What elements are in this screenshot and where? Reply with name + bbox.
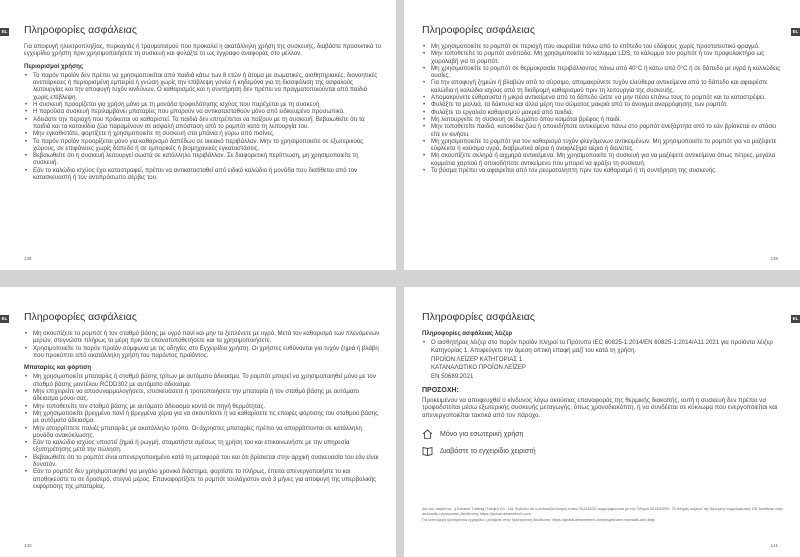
bullet-list (422, 339, 784, 354)
list-item: • Το παρόν προϊόν προορίζεται μόνο για καθαρισμό δαπέδων σε οικιακό περιβάλλον. Μην το χρησιμοποιείτε σε εξωτερικούς χώρους, σε επιφάνειες χωρίς δάπεδο ή σε εμπορικές ή βιομηχανικές εγκαταστάσεις. (24, 138, 381, 153)
page-title: Πληροφορίες ασφάλειας (422, 24, 535, 36)
list-item: • Μην τοποθετείτε παιδιά, κατοικίδια ζώα ή οποιοδήποτε αντικείμενο πάνω στο ρομπότ ανεξάρτητα από το εάν βρίσκεται εν στάσει είτε εν κινήσει. (422, 123, 784, 138)
list-item: • Μην τοποθετείτε τον σταθμό βάσης με αυτόματο άδειασμα κοντά σε πηγή θερμότητας. (24, 403, 381, 410)
list-item: • Εάν το ρομπότ δεν χρησιμοποιηθεί για μεγάλο χρονικό διάστημα, φορτίστε το πλήρως, έπειτα απενεργοποιήστε το και αποθηκεύστε το σε δροσερό, στεγνό μέρος. Επαναφορτίζετε το ρομπότ τουλάχιστον ανά 3 μήνες για αποφυγή της υπερβολικής εκφόρτισης της μπαταρίας. (24, 468, 381, 490)
laser-label: ΚΑΤΑΝΑΛΩΤΙΚΟ ΠΡΟΪΟΝ ΛΕΪΖΕΡ (431, 364, 526, 372)
page-141 (404, 287, 800, 557)
laser-label: ΠΡΟΪΟΝ ΛΕΪΖΕΡ ΚΑΤΗΓΟΡΙΑΣ 1 (431, 355, 523, 363)
intro-paragraph: Για αποφυγή ηλεκτροπληξίας, πυρκαγιάς ή τραυματισμού που προκαλεί η ακατάλληλη χρήση της συσκευής, διαβάστε προσεκτικά το εγχειρίδιο χρήστη πριν χρησιμοποιήσετε τη συσκευή και φυλάξτε το ως έγγραφο αναφοράς στο μέλλον. (24, 43, 381, 58)
page-content (422, 330, 784, 456)
list-item: • Βεβαιωθείτε ότι το ρομπότ είναι απενεργοποιημένο κατά τη μεταφορά του και ότι βρίσκεται στην αρχική συσκευασία του εάν είναι δυνατόν. (24, 454, 381, 469)
indoor-use-row (422, 429, 784, 439)
list-item: • Φυλάξτε το εργαλείο καθαρισμού μακριά από παιδιά. (422, 109, 784, 116)
read-manual-text: Διαβάστε το εγχειρίδιο χειριστή (440, 447, 536, 455)
page-number: 138 (24, 256, 32, 261)
list-item: • Η συσκευή προορίζεται για χρήση μόνο με τη μονάδα τροφοδότησης ισχύος που παρέχεται με τη συσκευή. (24, 101, 381, 108)
page-content (24, 43, 381, 181)
page-140 (0, 287, 396, 557)
list-item: • Μη χρησιμοποιείτε το ρομπότ για τον καθαρισμό τυχόν φλεγόμενων αντικειμένων. Μη χρησιμοποιείτε το ρομπότ για να μαζέψετε εύφλεκτα ή καύσιμα υγρά, διαβρωτικά αέρια ή αναφλέξιμα αέρια ή διαλύτες. (422, 138, 784, 153)
list-item: • Εάν το καλώδιο ισχύος έχει καταστραφεί, πρέπει να αντικατασταθεί από ειδικό καλώδιο ή μονάδα που διατίθεται από τον κατασκευαστή ή τον αντιπρόσωπο σέρβις του. (24, 167, 381, 182)
list-item: • Μη χρησιμοποιείτε βρεγμένο πανί ή βρεγμένα χέρια για να σκουπίσετε ή να καθαρίσετε τις επαφές φόρτισης του σταθμού βάσης με αυτόματο άδειασμα. (24, 410, 381, 425)
list-item: • Μη χρησιμοποιείτε το ρομπότ σε θερμοκρασία περιβάλλοντος πάνω από 40°C ή κάτω από 0°C ή σε δάπεδο με υγρά ή κολλώδεις ουσίες. (422, 65, 784, 80)
list-item: • Χρησιμοποιείτε το παρόν προϊόν σύμφωνα με τις οδηγίες στο Εγχειρίδιο χρήστη. Οι χρήστες ευθύνονται για τυχόν ζημιά ή βλάβη που προκύπτει από ακατάλληλη χρήση του παρόντος προϊόντος. (24, 345, 381, 360)
language-tab: EL (792, 316, 799, 321)
manual-link-text: Για λεπτομερή ηλεκτρονικό εγχειρίδιο, μεταβείτε στην ηλεκτρονική διεύθυνση: https://global.dreametech.com/pages/user-manuals-and-faqs (422, 518, 655, 522)
page-content (422, 43, 784, 174)
section-heading: Πληροφορίες ασφάλειας λέιζερ (422, 330, 513, 337)
language-tab: EL (1, 29, 8, 34)
page-number: 141 (770, 543, 778, 548)
bullet-list (24, 72, 381, 181)
page-title: Πληροφορίες ασφάλειας (24, 24, 137, 36)
list-item: • Μη χρησιμοποιείτε το ρομπότ σε περιοχή που αιωρείται πάνω από το επίπεδο του εδάφους χωρίς προστατευτικό φραγμό. (422, 43, 784, 50)
section-heading: Περιορισμοί χρήσης (24, 62, 84, 70)
list-item: • Ο αισθητήρας λέιζερ στο παρόν προϊόν πληροί το Πρότυπο IEC 60825-1:2014/EN 60825-1:2014/A11:2021 για προϊόντα λέιζερ Κατηγορίας 1. Αποφεύγετε την άμεση οπτική επαφή μαζί του κατά τη χρήση. (422, 339, 784, 354)
book-icon (422, 446, 433, 456)
list-item: • Μη σκουπίζετε το ρομπότ ή τον σταθμό βάσης με υγρό πανί και μην τα ξεπλένετε με υγρό. Μετά τον καθαρισμό των πλενόμενων μερών, στεγνώστε πλήρως τα μέρη πριν τα επανατοποθετήσετε και τα χρησιμοποιήσετε. (24, 330, 381, 345)
page-139 (404, 0, 800, 270)
laser-label: EN 50689:2021 (431, 372, 474, 380)
read-manual-row (422, 446, 784, 456)
laser-labels (422, 356, 784, 382)
page-number: 139 (770, 256, 778, 261)
house-icon (422, 429, 433, 439)
fine-print (422, 507, 784, 524)
list-item: • Το βύσμα πρέπει να αφαιρείται από τον ρευματοληπτη πριν τον καθαρισμό ή τη συντήρηση της συσκευής. (422, 167, 784, 174)
list-item: • Μην τοποθετείτε το ρομπότ ανάποδα. Μη χρησιμοποιείτε το κάλυμμα LDS, το κάλυμμα του ρομπότ ή τον προφυλακτήρα ως χειρολαβή για το ρομπότ. (422, 50, 784, 65)
page-title: Πληροφορίες ασφάλειας (422, 311, 535, 323)
page-138 (0, 0, 396, 270)
page-number: 140 (24, 543, 32, 548)
bullet-list (24, 373, 381, 490)
list-item: • Μη λειτουργείτε τη συσκευή σε δωμάτιο όπου κοιμάται βρέφος ή παιδί. (422, 116, 784, 123)
list-item: • Το παρόν προϊόν δεν πρέπει να χρησιμοποιείται από παιδιά κάτω των 8 ετών ή άτομα με σωματικές, αισθητηριακές, διανοητικές ανεπάρκειες ή περιορισμένη εμπειρία ή γνώση χωρίς την επίβλεψη γονέα ή κηδεμόνα για τη διασφάλιση της ασφαλούς λειτουργίας και την αποφυγή τυχόν κινδύνων. Ο καθαρισμός και η συντήρηση δεν πρέπει να πραγματοποιούνται από παιδιά χωρίς επίβλεψη. (24, 72, 381, 101)
language-tab: EL (1, 316, 8, 321)
bullet-list (422, 43, 784, 174)
list-item: • Μην απορρίπτετε παλιές μπαταρίες με ακατάλληλο τρόπο. Οι άχρηστες μπαταρίες πρέπει να απορρίπτονται σε κατάλληλη μονάδα ανακύκλωσης. (24, 425, 381, 440)
list-item: • Η παρούσα συσκευή περιλαμβάνει μπαταρίες που μπορούν να αντικατασταθούν μόνο από ειδικευμένο προσωπικό. (24, 108, 381, 115)
indoor-use-text: Μόνο για εσωτερική χρήση (440, 430, 524, 438)
list-item: • Για την αποφυγή ζημιών ή βλαβών από το σύρσιμο, απομακρύνετε τυχόν ελεύθερα αντικείμενα από το δάπεδο και αφαιρέστε καλώδια ή καλώδια ισχύος από τη διαδρομή καθαρισμού πριν τη λειτουργία της συσκευής. (422, 79, 784, 94)
list-item: • Μη σκουπίζετε σκληρά ή αιχμηρά αντικείμενα. Μη χρησιμοποιείτε τη συσκευή για να μαζέψετε αντικείμενα όπως πέτρες, μεγάλα κομμάτια χαρτιού ή οποιοδήποτε αντικείμενο που μπορεί να φράξει τη συσκευή. (422, 152, 784, 167)
list-item: • Μην εγκαθιστάτε, φορτίζετε ή χρησιμοποιείτε τη συσκευή στα μπάνια ή γύρω από πισίνες. (24, 130, 381, 137)
section-heading: Μπαταρίες και φόρτιση (24, 364, 92, 372)
list-item: • Απομακρύνετε εύθραυστα ή μικρά αντικείμενα από το δάπεδο ώστε να μην πέσει επάνω τους το ρομπότ και τα καταστρέψει. (422, 94, 784, 101)
page-content (24, 330, 381, 490)
list-item: • Εάν το καλώδιο ισχύος υποστεί ζημιά ή ρωγμή, σταματήστε αμέσως τη χρήση του και επικοινωνήστε με την υπηρεσία εξυπηρέτησης μετά την πώληση. (24, 439, 381, 454)
list-item: • Αδειάστε την περιοχή που πρόκειται να καθαριστεί. Τα παιδιά δεν επιτρέπεται να παίζουν με τη συσκευή. Βεβαιωθείτε ότι τα παιδιά και τα κατοικίδια ζώα παραμένουν σε ασφαλή απόσταση από το ρομπότ κατά τη λειτουργία του. (24, 116, 381, 131)
caution-text: Προκειμένου να αποφευχθεί ο κίνδυνος λόγω ακούσιας επαναφοράς της θερμικής διακοπής, αυτή η συσκευή δεν πρέπει να τροφοδοτείται μέσω εξωτερικής συσκευής μεταγωγής, όπως χρονοδιακόπτη, ή να συνδέεται σε κύκλωμα που ενεργοποιείται και απενεργοποιείται τακτικά από τον πάροχο. (422, 396, 778, 419)
list-item: • Βεβαιωθείτε ότι η συσκευή λειτουργεί σωστά σε κατάλληλο περιβάλλον. Σε διαφορετική περίπτωση, μη χρησιμοποιείτε τη συσκευή. (24, 152, 381, 167)
list-item: • Φυλάξτε τα μαλλιά, τα δάκτυλα και άλλα μέρη του σώματος μακριά από το άνοιγμα αναρρόφησης των ρομπότ. (422, 101, 784, 108)
caution-heading: ΠΡΟΣΟΧΗ: (422, 387, 459, 395)
list-item: • Μην επιχειρείτε να αποσυναρμολογήσετε, επισκευάσετε ή τροποποιήσετε την μπαταρία ή τον σταθμό βάσης με αυτόματο άδειασμα μόνοι σας. (24, 388, 381, 403)
language-tab: EL (792, 29, 799, 34)
declaration-text: Δια του παρόντος, η Dreame Trading (Tianjin) Co., Ltd. δηλώνει ότι ο ραδιοεξοπλισμός τύπου RLD43SD συμμορφώνεται με την Οδηγία 2014/53/ΕΕ. Το πλήρες κείμενο της δήλωσης συμμόρφωσης ΕΕ διατίθεται στην ακόλουθη ηλεκτρονική διεύθυνση: https://global.dreametech.com (422, 507, 784, 516)
bullet-list (24, 330, 381, 359)
list-item: • Μη χρησιμοποιείτε μπαταρίες ή σταθμό βάσης τρίτων με αυτόματο άδειασμα. Το ρομπότ μπορεί να χρησιμοποιηθεί μόνο με τον σταθμό βάσης μοντέλου RCDD302 με αυτόματο άδειασμα. (24, 373, 381, 388)
page-title: Πληροφορίες ασφάλειας (24, 311, 137, 323)
